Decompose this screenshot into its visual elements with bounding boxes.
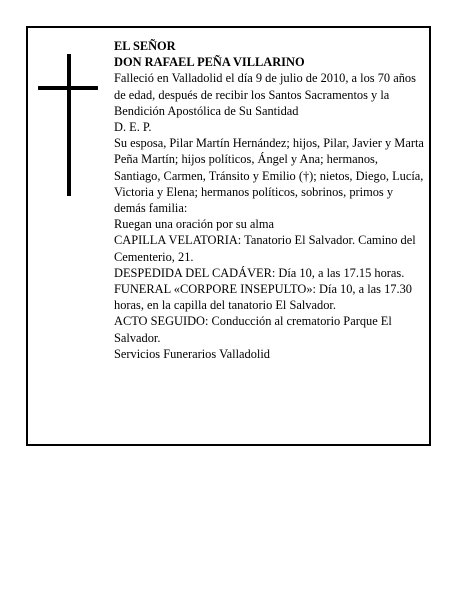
funeral-paragraph: FUNERAL «CORPORE INSEPULTO»: Día 10, a las 17.30 horas, en la capilla del tanatorio El Salvador.	[114, 282, 412, 313]
obituary-text	[114, 38, 426, 362]
services-line: Servicios Funerarios Valladolid	[114, 346, 271, 361]
deceased-name: DON RAFAEL PEÑA VILLARINO	[114, 55, 305, 70]
prayer-line: Ruegan una oración por su alma	[114, 217, 274, 232]
dep-line: D. E. P.	[114, 120, 152, 135]
family-paragraph: Su esposa, Pilar Martín Hernández; hijos, Pilar, Javier y Marta Peña Martín; hijos políticos, Ángel y Ana; hermanos, Santiago, Carmen, Tránsito y Emilio (†); nietos, Diego, Lucía, Victoria y Elena; hermanos políticos, sobrinos, primos y demás familia:	[114, 136, 424, 216]
after-paragraph: ACTO SEGUIDO: Conducción al crematorio Parque El Salvador.	[114, 314, 392, 345]
death-paragraph: Falleció en Valladolid el día 9 de julio de 2010, a los 70 años de edad, después de recibir los Santos Sacramentos y la Bendición Apostólica de Su Santidad	[114, 71, 416, 118]
cross-icon	[67, 54, 71, 196]
chapel-paragraph: CAPILLA VELATORIA: Tanatorio El Salvador. Camino del Cementerio, 21.	[114, 233, 416, 264]
cross-icon-arm	[38, 86, 98, 90]
farewell-paragraph: DESPEDIDA DEL CADÁVER: Día 10, a las 17.15 horas.	[114, 265, 405, 280]
title-line-1: EL SEÑOR	[114, 39, 176, 53]
